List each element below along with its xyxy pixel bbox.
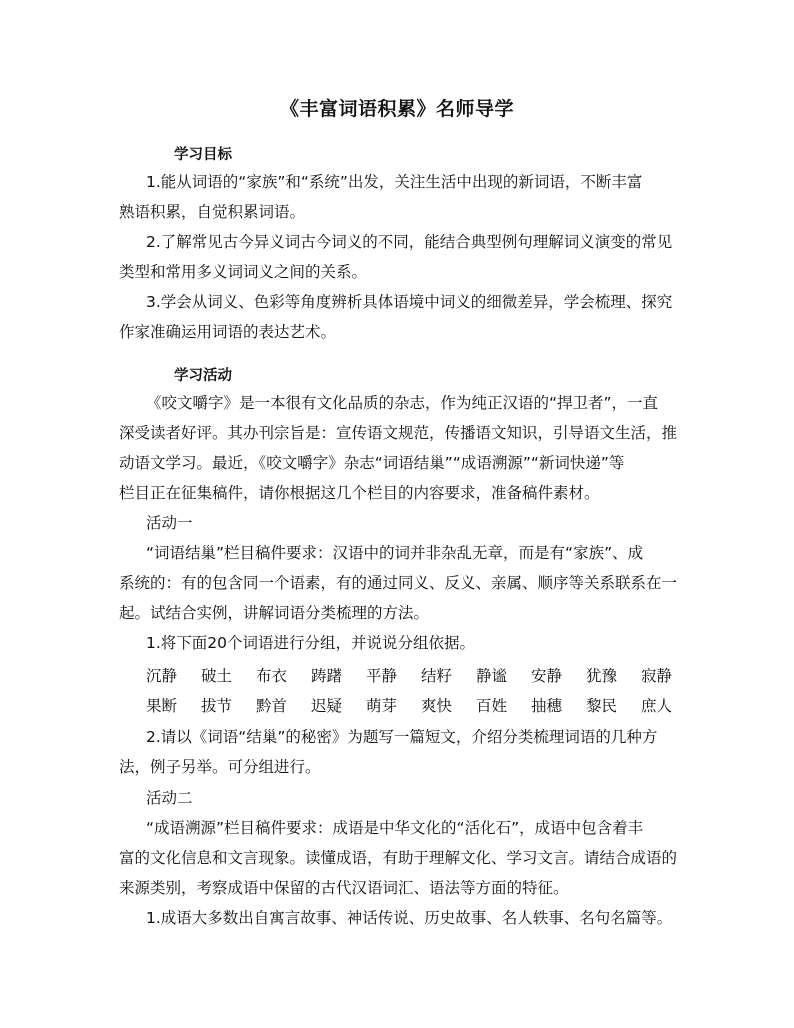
word-item: 沉静 bbox=[146, 667, 178, 685]
activity1-task2-line: 2.请以《词语“结巢”的秘密》为题写一篇短文，介绍分类梳理词语的几种方 bbox=[146, 728, 658, 746]
word-item: 静谧 bbox=[476, 667, 508, 685]
activity2-task1: 1.成语大多数出自寓言故事、神话传说、历史故事、名人轶事、名句名篇等。 bbox=[146, 909, 673, 927]
word-item: 黎民 bbox=[586, 697, 618, 715]
word-item: 结籽 bbox=[421, 667, 453, 685]
activity1-line: “词语结巢”栏目稿件要求：汉语中的词并非杂乱无章，而是有“家族”、成 bbox=[146, 544, 644, 562]
activity1-line: 系统的：有的包含同一个语素，有的通过同义、反义、亲属、顺序等关系联系在一 bbox=[119, 574, 678, 592]
word-item: 拔节 bbox=[201, 697, 233, 715]
intro-line: 动语文学习。最近，《咬文嚼字》杂志“词语结巢”“成语溯源”“新词快递”等 bbox=[119, 454, 625, 472]
objective-line: 3.学会从词义、色彩等角度辨析具体语境中词义的细微差异，学会梳理、探究 bbox=[146, 293, 673, 311]
word-item: 爽快 bbox=[421, 697, 453, 715]
word-item: 犹豫 bbox=[586, 667, 618, 685]
word-item: 破土 bbox=[201, 667, 233, 685]
word-item: 迟疑 bbox=[311, 697, 343, 715]
intro-line: 《咬文嚼字》是一本很有文化品质的杂志，作为纯正汉语的“捍卫者”，一直 bbox=[146, 394, 659, 412]
activity1-task1: 1.将下面20个词语进行分组，并说说分组依据。 bbox=[146, 634, 476, 652]
word-item: 果断 bbox=[146, 697, 178, 715]
activity2-line: “成语溯源”栏目稿件要求：成语是中华文化的“活化石”，成语中包含着丰 bbox=[146, 819, 644, 837]
activity1-line: 起。试结合实例，讲解词语分类梳理的方法。 bbox=[119, 604, 430, 622]
activity2-label: 活动二 bbox=[146, 789, 193, 807]
word-item: 抽穗 bbox=[531, 697, 563, 715]
objective-line: 2.了解常见古今异义词古今词义的不同，能结合典型例句理解词义演变的常见 bbox=[146, 233, 673, 251]
objective-line: 类型和常用多义词词义之间的关系。 bbox=[119, 263, 368, 281]
word-item: 萌芽 bbox=[366, 697, 398, 715]
objective-line: 1.能从词语的“家族”和“系统”出发，关注生活中出现的新词语，不断丰富 bbox=[146, 173, 643, 191]
activity2-line: 富的文化信息和文言现象。读懂成语，有助于理解文化、学习文言。请结合成语的 bbox=[119, 849, 678, 867]
word-item: 百姓 bbox=[476, 697, 508, 715]
word-item: 踌躇 bbox=[311, 667, 343, 685]
objective-line: 作家准确运用词语的表达艺术。 bbox=[119, 323, 337, 341]
objectives-heading: 学习目标 bbox=[174, 147, 232, 163]
intro-line: 栏目正在征集稿件，请你根据这几个栏目的内容要求，准备稿件素材。 bbox=[119, 484, 600, 502]
activities-heading: 学习活动 bbox=[174, 368, 232, 384]
word-item: 寂静 bbox=[641, 667, 673, 685]
objective-line: 熟语积累，自觉积累词语。 bbox=[119, 203, 306, 221]
document-title: 《丰富词语积累》名师导学 bbox=[279, 98, 514, 120]
word-item: 平静 bbox=[366, 667, 398, 685]
activity1-task2-line: 法，例子另举。可分组进行。 bbox=[119, 758, 321, 776]
activity2-line: 来源类别，考察成语中保留的古代汉语词汇、语法等方面的特征。 bbox=[119, 879, 569, 897]
word-item: 庶人 bbox=[641, 697, 673, 715]
intro-line: 深受读者好评。其办刊宗旨是：宣传语文规范，传播语文知识，引导语文生活，推 bbox=[119, 424, 678, 442]
word-item: 黔首 bbox=[256, 697, 288, 715]
word-item: 安静 bbox=[531, 667, 563, 685]
activity1-label: 活动一 bbox=[146, 514, 193, 532]
word-item: 布衣 bbox=[256, 667, 288, 685]
